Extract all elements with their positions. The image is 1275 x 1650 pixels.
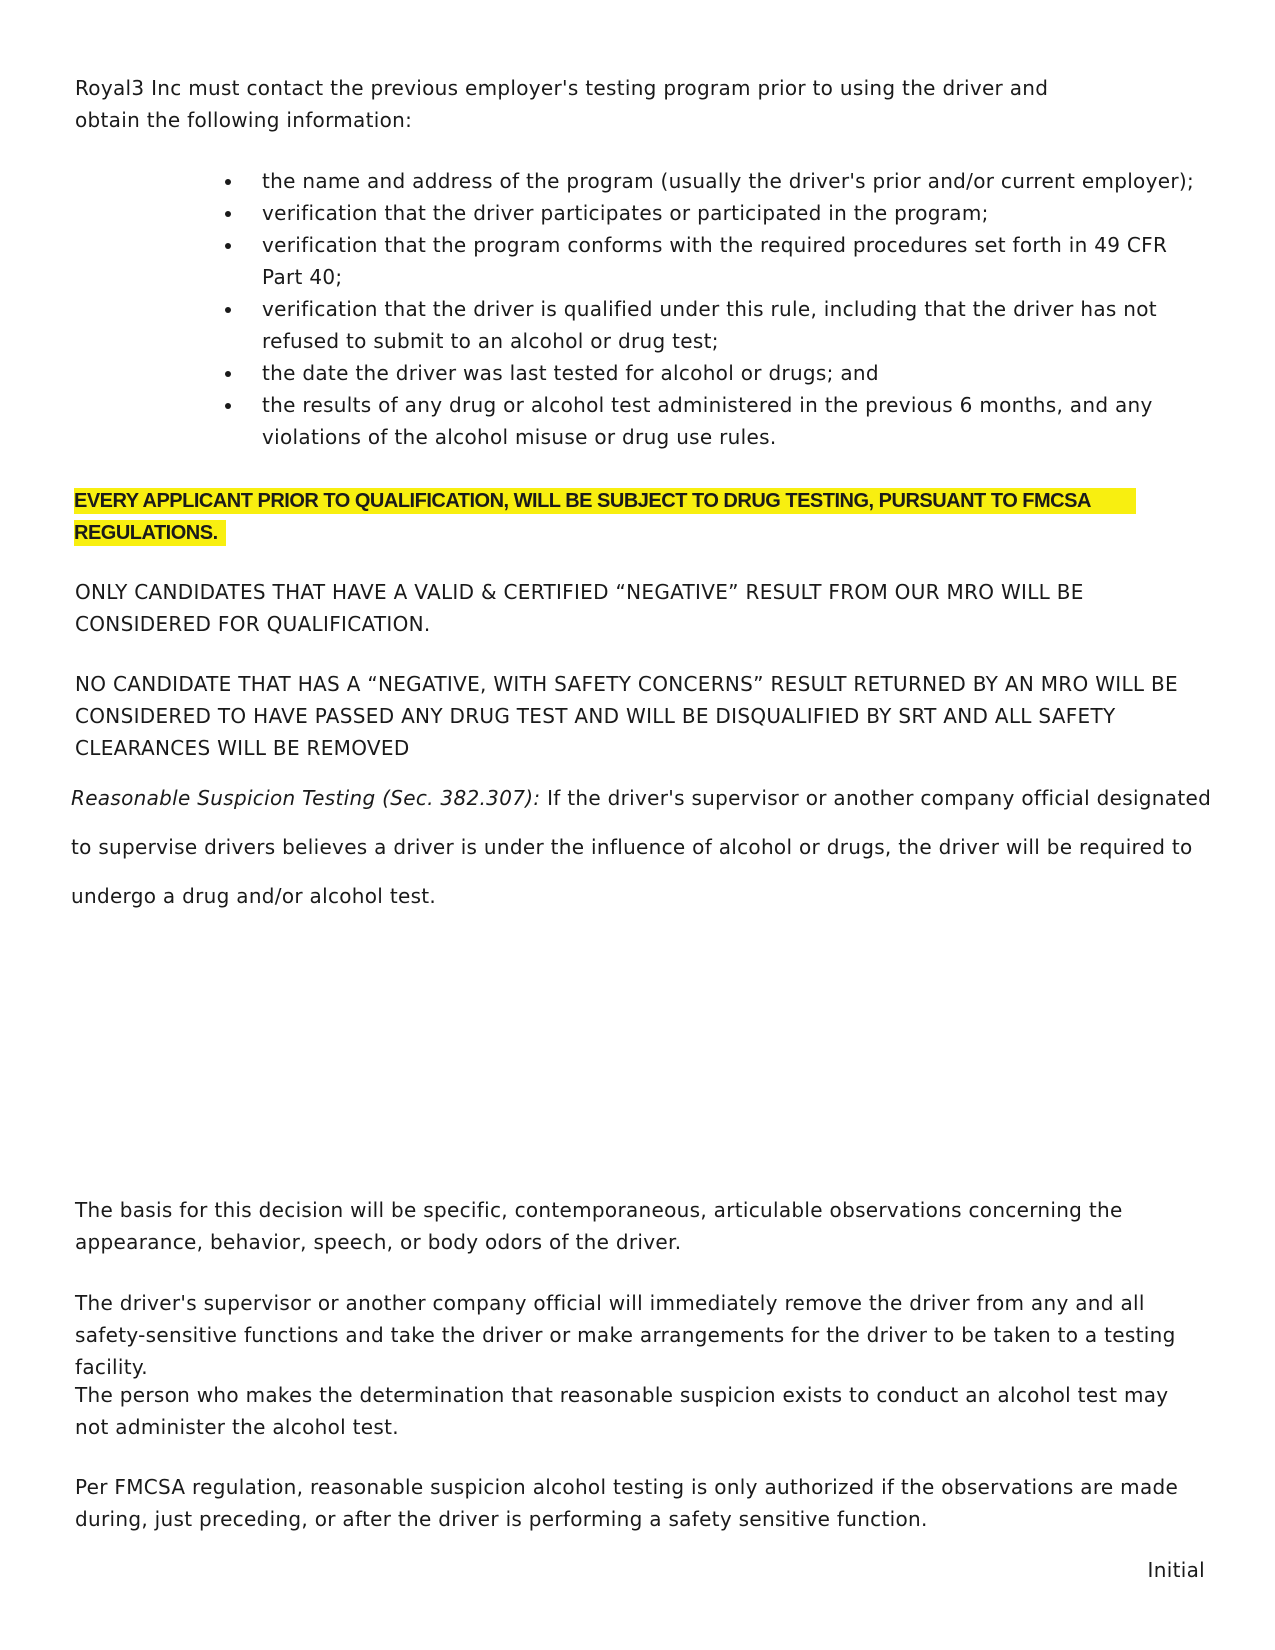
initial-label: Initial [1147,1558,1205,1582]
bullet-icon [225,179,231,185]
list-item-text: the date the driver was last tested for alcohol or drugs; and [262,361,879,385]
required-information-list [220,165,1210,453]
safety-concerns-notice: NO CANDIDATE THAT HAS A “NEGATIVE, WITH SAFETY CONCERNS” RESULT RETURNED BY AN MRO WILL BE CONSIDERED TO HAVE PASSED ANY DRUG TEST AND WILL BE DISQUALIFIED BY SRT AND ALL SAFETY CLEARANCES WILL BE REMOVED [75,672,1178,760]
intro-paragraph: Royal3 Inc must contact the previous employer's testing program prior to using the driver and obtain the following information: [75,76,1049,132]
highlighted-notice-line-2: REGULATIONS. [74,520,226,546]
list-item-text: verification that the program conforms with the required procedures set forth in 49 CFR Part 40; [262,233,1168,289]
bullet-icon [225,403,231,409]
list-item [220,197,1210,229]
bullet-icon [225,307,231,313]
list-item [220,357,1210,389]
list-item [220,293,1210,357]
list-item-text: verification that the driver is qualified under this rule, including that the driver has not refused to submit to an alcohol or drug test; [262,297,1157,353]
removal-paragraph: The driver's supervisor or another company official will immediately remove the driver from any and all safety-sensitive functions and take the driver or make arrangements for the driver to be taken to a testing facility. [75,1291,1176,1379]
highlighted-notice-line-1: EVERY APPLICANT PRIOR TO QUALIFICATION, WILL BE SUBJECT TO DRUG TESTING, PURSUANT TO FMCSA [74,488,1136,514]
basis-paragraph: The basis for this decision will be specific, contemporaneous, articulable observations concerning the appearance, behavior, speech, or body odors of the driver. [75,1198,1123,1254]
bullet-icon [225,371,231,377]
list-item [220,229,1210,293]
reasonable-suspicion-heading: Reasonable Suspicion Testing (Sec. 382.307): [71,786,541,810]
list-item [220,165,1210,197]
reasonable-suspicion-paragraph [71,774,1221,921]
list-item [220,389,1210,453]
bullet-icon [225,211,231,217]
negative-result-notice: ONLY CANDIDATES THAT HAVE A VALID & CERTIFIED “NEGATIVE” RESULT FROM OUR MRO WILL BE CONSIDERED FOR QUALIFICATION. [75,580,1084,636]
list-item-text: the results of any drug or alcohol test administered in the previous 6 months, and any violations of the alcohol misuse or drug use rules. [262,393,1153,449]
list-item-text: verification that the driver participates or participated in the program; [262,201,989,225]
bullet-icon [225,243,231,249]
drug-testing-notice [74,485,1154,549]
reasonable-suspicion-text: If the driver's supervisor or another company official designated to supervise drivers believes a driver is under the influence of alcohol or drugs, the driver will be required to undergo a drug and/or alcohol test. [71,786,1212,908]
fmcsa-regulation-paragraph: Per FMCSA regulation, reasonable suspicion alcohol testing is only authorized if the observations are made during, just preceding, or after the driver is performing a safety sensitive function. [75,1475,1179,1531]
list-item-text: the name and address of the program (usually the driver's prior and/or current employer); [262,169,1195,193]
determination-paragraph: The person who makes the determination that reasonable suspicion exists to conduct an alcohol test may not administer the alcohol test. [75,1383,1169,1439]
